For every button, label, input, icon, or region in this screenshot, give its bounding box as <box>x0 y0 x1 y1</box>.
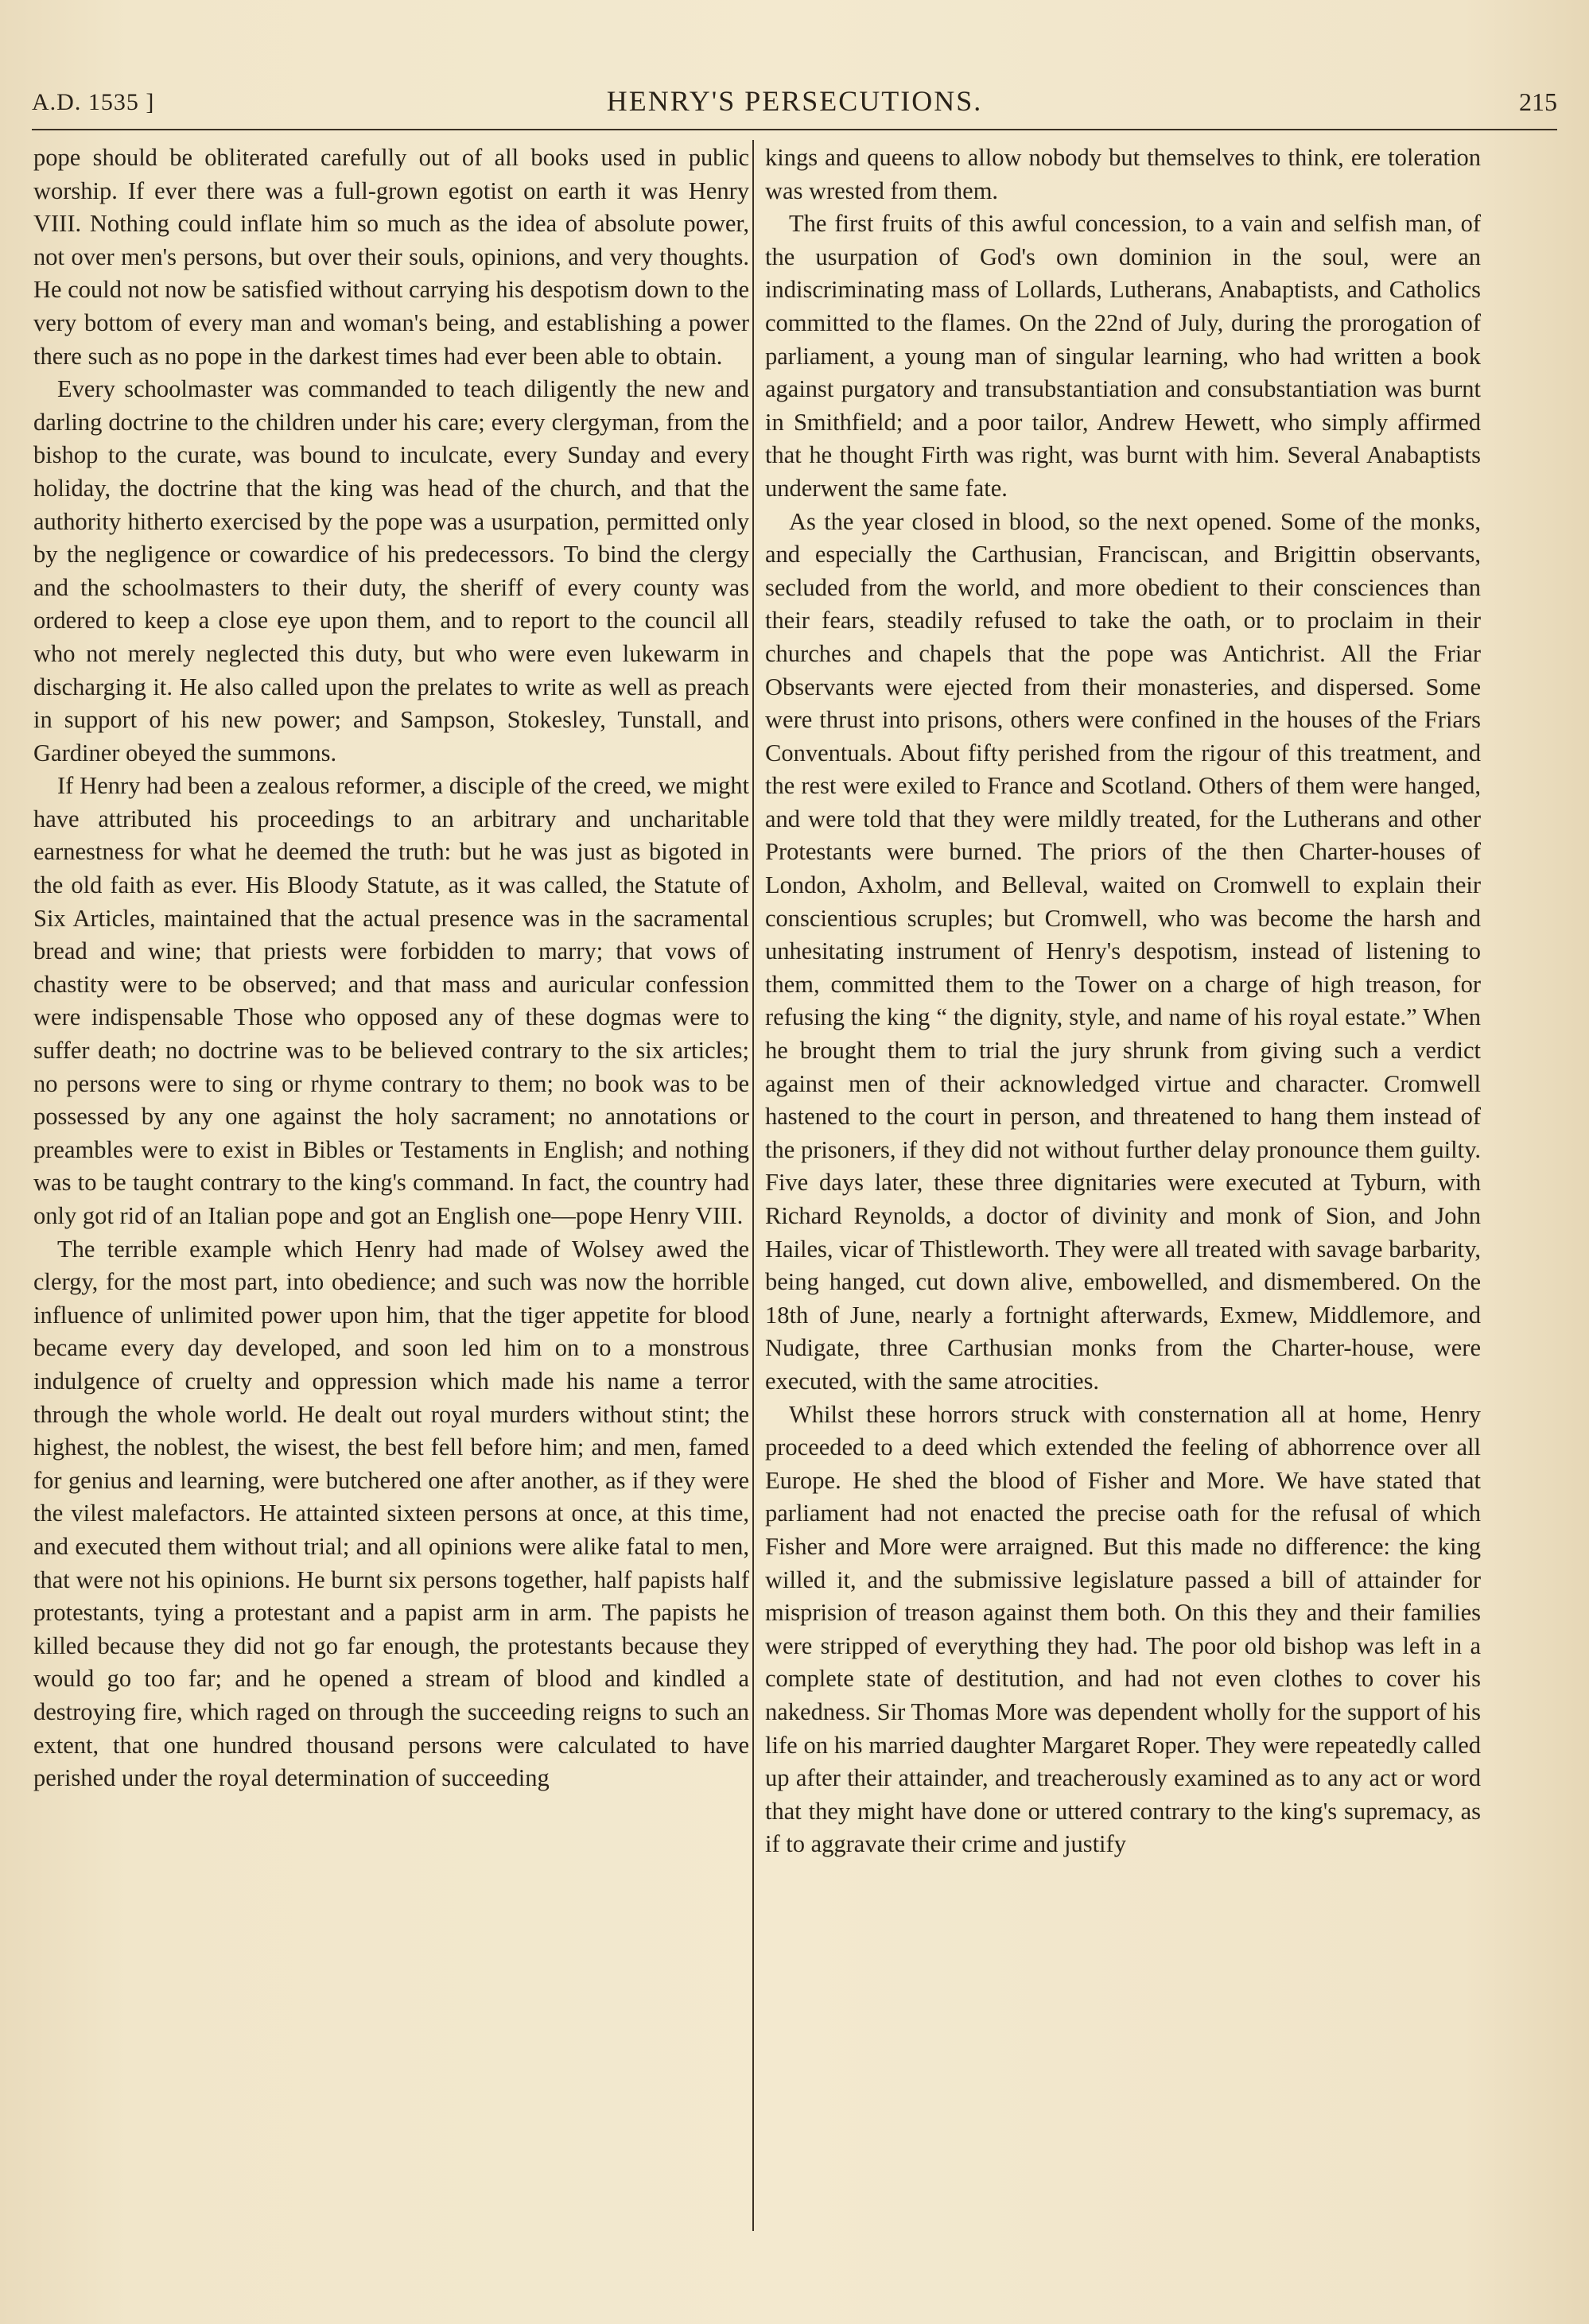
header-date: A.D. 1535 ] <box>32 89 155 115</box>
paragraph: If Henry had been a zealous reformer, a disciple of the creed, we might have attributed his proceedings to an arbitrary and uncharitable earnestness for what he deemed the truth: but he was just as bigoted in the old faith as ever. His Bloody Statute, as it was called, the Statute of Six Articles, maintained that the actual presence was in the sacramental bread and wine; that priests were forbidden to marry; that vows of chastity were to be observed; and that mass and auricular confession were indispensable Those who opposed any of these dogmas were to suffer death; no doctrine was to be believed contrary to the six articles; no persons were to sing or rhyme contrary to them; no book was to be possessed by any one against the holy sacrament; no annotations or preambles were to exist in Bibles or Testaments in English; and nothing was to be taught contrary to the king's command. In fact, the country had only got rid of an Italian pope and got an English one—pope Henry VIII. <box>33 772 749 1229</box>
page-header <box>32 78 1557 130</box>
paragraph: pope should be obliterated carefully out of all books used in public worship. If ever there was a full-grown egotist on earth it was Henry VIII. Nothing could inflate him so much as the idea of absolute power, not over men's persons, but over their souls, opinions, and very thoughts. He could not now be satisfied without carrying his despotism down to the very bottom of every man and woman's being, and establishing a power there such as no pope in the darkest times had ever been able to obtain. <box>33 144 749 370</box>
page-number: 215 <box>1519 87 1557 116</box>
paragraph: As the year closed in blood, so the next opened. Some of the monks, and especially the Carthusian, Franciscan, and Brigittin observants, secluded from the world, and more obedient to their consciences than their fears, steadily refused to take the oath, or to proclaim in their churches and chapels that the pope was Antichrist. All the Friar Observants were ejected from their monasteries, and dispersed. Some were thrust into prisons, others were confined in the houses of the Friars Conventuals. About fifty perished from the rigour of this treatment, and the rest were exiled to France and Scotland. Others of them were hanged, and were told that they were mildly treated, for the Lutherans and other Protestants were burned. The priors of the then Charter-houses of London, Axholm, and Belleval, waited on Cromwell to explain their conscientious scruples; but Cromwell, who was become the harsh and unhesitating instrument of Henry's despotism, instead of listening to them, committed them to the Tower on a charge of high treason, for refusing the king “ the dignity, style, and name of his royal estate.” When he brought them to trial the jury shrunk from giving such a verdict against men of their acknowledged virtue and character. Cromwell hastened to the court in person, and threatened to hang them instead of the prisoners, if they did not without further delay pronounce them guilty. Five days later, these three dignitaries were executed at Tyburn, with Richard Reynolds, a doctor of divinity and monk of Sion, and John Hailes, vicar of Thistleworth. They were all treated with savage barbarity, being hanged, cut down alive, embowelled, and dismembered. On the 18th of June, nearly a fortnight afterwards, Exmew, Middlemore, and Nudigate, three Carthusian monks from the Charter-house, were executed, with the same atrocities. <box>765 507 1481 1395</box>
paragraph: The terrible example which Henry had made of Wolsey awed the clergy, for the most part, into obedience; and such was now the horrible influence of unlimited power upon him, that the tiger appetite for blood became every day developed, and soon led him on to a monstrous indulgence of cruelty and oppression which made his name a terror through the whole world. He dealt out royal murders without stint; the highest, the noblest, the wisest, the best fell before him; and men, famed for genius and learning, were butchered one after another, as if they were the vilest malefactors. He attainted sixteen persons at once, at this time, and executed them without trial; and all opinions were alike fatal to men, that were not his opinions. He burnt six persons together, half papists half protestants, tying a protestant and a papist arm in arm. The papists he killed because they did not go far enough, the protestants because they would go too far; and he opened a stream of blood and kindled a destroying fire, which raged on through the succeeding reigns to such an extent, that one hundred thousand persons were calculated to have perished under the royal determination of succeeding <box>33 1235 749 1792</box>
paragraph: Whilst these horrors struck with consternation all at home, Henry proceeded to a deed which extended the feeling of abhorrence over all Europe. He shed the blood of Fisher and More. We have stated that parliament had not enacted the precise oath for the refusal of which Fisher and More were arraigned. But this made no difference: the king willed it, and the submissive legislature passed a bill of attainder for misprision of treason against them both. On this they and their families were stripped of everything they had. The poor old bishop was left in a complete state of destitution, and had not even clothes to cover his nakedness. Sir Thomas More was dependent wholly for the support of his life on his married daughter Margaret Roper. They were repeatedly called up after their attainder, and treacherously examined as to any act or word that they might have done or uttered contrary to the king's supremacy, as if to aggravate their crime and justify <box>765 1400 1481 1858</box>
left-column <box>33 142 749 1795</box>
paragraph: The first fruits of this awful concession, to a vain and selfish man, of the usurpation of God's own dominion in the soul, were an indiscriminating mass of Lollards, Lutherans, Anabaptists, and Catholics committed to the flames. On the 22nd of July, during the prorogation of parliament, a young man of singular learning, who had written a book against purgatory and transubstantiation and consubstantiation was burnt in Smithfield; and a poor tailor, Andrew Hewett, who simply affirmed that he thought Firth was right, was burnt with him. Several Anabaptists underwent the same fate. <box>765 210 1481 502</box>
paragraph: kings and queens to allow nobody but themselves to think, ere toleration was wrested from them. <box>765 144 1481 204</box>
column-divider <box>752 140 754 2231</box>
right-column <box>765 142 1481 1861</box>
paragraph: Every schoolmaster was commanded to teach diligently the new and darling doctrine to the children under his care; every clergyman, from the bishop to the curate, was bound to inculcate, every Sunday and every holiday, the doctrine that the king was head of the church, and that the authority hitherto exercised by the pope was a usurpation, permitted only by the negligence or cowardice of his predecessors. To bind the clergy and the schoolmasters to their duty, the sheriff of every county was ordered to keep a close eye upon them, and to report to the council all who not merely neglected this duty, but who were even lukewarm in discharging it. He also called upon the prelates to write as well as preach in support of his new power; and Sampson, Stokesley, Tunstall, and Gardiner obeyed the summons. <box>33 375 749 766</box>
running-title: HENRY'S PERSECUTIONS. <box>606 85 983 117</box>
